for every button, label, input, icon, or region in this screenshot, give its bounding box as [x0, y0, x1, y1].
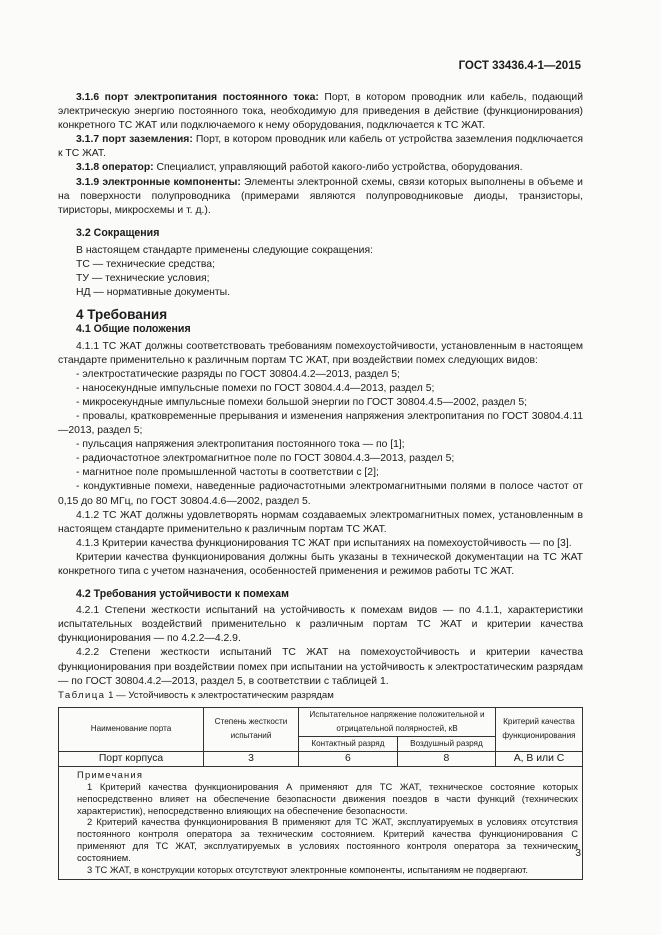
header-contact: Контактный разряд — [299, 737, 398, 752]
paragraph-4-1-2: 4.1.2 ТС ЖАТ должны удовлетворять нормам создаваемых электромагнитных помех, установленным в настоящем стандарте применительно к различным портам ТС ЖАТ. — [58, 509, 583, 535]
subsection-general-title: 4.1 Общие положения — [76, 323, 191, 336]
abbreviations-intro: В настоящем стандарте применены следующие сокращения: — [76, 244, 373, 256]
paragraph-4-2-2: 4.2.2 Степени жесткости испытаний ТС ЖАТ на помехоустойчивость и критерии качества функционирования при воздействии помех при испытании на устойчивость к электростатическим разрядам — по ГОСТ 30804.4.2—2013, раздел 5, в соответствии с таблицей 1. — [58, 647, 583, 687]
list-item: - магнитное поле промышленной частоты в соответствии с [2]; — [76, 467, 379, 479]
section-requirements-title: 4 Требования — [76, 307, 168, 323]
page-number: 3 — [575, 848, 581, 859]
header-criteria: Критерий качества функционирования — [496, 707, 583, 751]
definition-3-1-6: 3.1.6 порт электропитания постоянного тока: Порт, в котором проводник или кабель, подающий электрическую энергию постоянного тока, необходимую для приведения в действие (функционирования) конкретного ТС ЖАТ или подключаемого к нему оборудования, подключается к ТС ЖАТ. — [58, 92, 583, 132]
header-degree: Степень жесткости испытаний — [204, 707, 299, 751]
list-item: - микросекундные импульсные помехи большой энергии по ГОСТ 30804.4.5—2002, раздел 5; — [76, 396, 528, 408]
definition-3-1-8: 3.1.8 оператор: Специалист, управляющий работой какого-либо устройства, оборудования. — [76, 162, 523, 174]
header-port: Наименование порта — [59, 707, 204, 751]
note-item: 1 Критерий качества функционирования А применяют для ТС ЖАТ, техническое состояние которых непосредственно влияет на обеспечение безопасности движения поездов в части функций (технических характеристик), непосредственно влияющих на обеспечение безопасности. — [77, 781, 578, 816]
list-item: - наносекундные импульсные помехи по ГОСТ 30804.4.4—2013, раздел 5; — [76, 382, 435, 394]
paragraph-4-2-1: 4.2.1 Степени жесткости испытаний на устойчивость к помехам видов — по 4.1.1, характеристики испытательных воздействий применительно к различным портам ТС ЖАТ и критерии качества функционирования — по 4.2.2—4.2.9. — [58, 605, 583, 645]
note-item: 2 Критерий качества функционирования В применяют для ТС ЖАТ, эксплуатируемых в условиях отсутствия постоянного контроля оператора за техническим состоянием. Критерий качества функционирования С применяют для ТС ЖАТ, эксплуатируемых в условиях постоянного контроля оператора за техническим состоянием. — [77, 816, 578, 863]
cell-contact: 6 — [299, 752, 398, 767]
definition-3-1-9: 3.1.9 электронные компоненты: Элементы электронной схемы, связи которых выполнены в объеме и на поверхности полупроводника (примерами являются полупроводниковые диоды, транзисторы, тиристоры, микросхемы и т. д.). — [58, 176, 583, 216]
notes-title: Примечания — [77, 769, 144, 781]
list-item: - электростатические разряды по ГОСТ 30804.4.2—2013, раздел 5; — [76, 368, 400, 380]
cell-air: 8 — [397, 752, 495, 767]
cell-port: Порт корпуса — [59, 752, 204, 767]
document-body — [58, 91, 583, 880]
abbreviation-item: НД — нормативные документы. — [76, 287, 231, 299]
list-item: - радиочастотное электромагнитное поле по ГОСТ 30804.4.3—2013, раздел 5; — [76, 453, 455, 465]
list-item: - провалы, кратковременные прерывания и изменения напряжения электропитания по ГОСТ 30804.4.11—2013, раздел 5; — [58, 410, 583, 437]
table-caption: Таблица 1 — Устойчивость к электростатическим разрядам — [58, 689, 334, 701]
subsection-immunity-title: 4.2 Требования устойчивости к помехам — [76, 588, 289, 601]
paragraph-4-1-3: 4.1.3 Критерии качества функционирования ТС ЖАТ при испытаниях на помехоустойчивость — по [3]. — [76, 537, 572, 549]
section-abbreviations-title: 3.2 Сокращения — [76, 226, 160, 239]
cell-criteria: А, В или С — [496, 752, 583, 767]
note-item: 3 ТС ЖАТ, в конструкции которых отсутствуют электронные компоненты, испытаниям не подвергают. — [87, 863, 529, 875]
table-notes — [58, 767, 583, 880]
list-item: - кондуктивные помехи, наведенные радиочастотными электромагнитными полями в полосе частот от 0,15 до 80 МГц, по ГОСТ 30804.4.6—2002, раздел 5. — [58, 481, 583, 507]
abbreviation-item: ТС — технические средства; — [76, 259, 215, 271]
header-voltage: Испытательное напряжение положительной и отрицательной полярностей, кВ — [299, 707, 496, 736]
cell-degree: 3 — [204, 752, 299, 767]
list-item: - пульсация напряжения электропитания постоянного тока — по [1]; — [76, 439, 405, 451]
paragraph-4-1-3-criteria: Критерии качества функционирования должны быть указаны в технической документации на ТС ЖАТ конкретного типа с учетом назначения, особенностей применения и режимов работы ТС ЖАТ. — [58, 551, 583, 577]
header-air: Воздушный разряд — [397, 737, 495, 752]
esd-table — [58, 707, 583, 767]
paragraph-4-1-1: 4.1.1 ТС ЖАТ должны соответствовать требованиям помехоустойчивости, установленным в настоящем стандарте применительно к различным портам ТС ЖАТ, при воздействии помех следующих видов: — [58, 340, 583, 366]
abbreviation-item: ТУ — технические условия; — [76, 273, 210, 285]
definition-3-1-7: 3.1.7 порт заземления: Порт, в котором проводник или кабель от устройства заземления подключается к ТС ЖАТ. — [58, 134, 583, 160]
document-code: ГОСТ 33436.4-1—2015 — [458, 60, 581, 72]
